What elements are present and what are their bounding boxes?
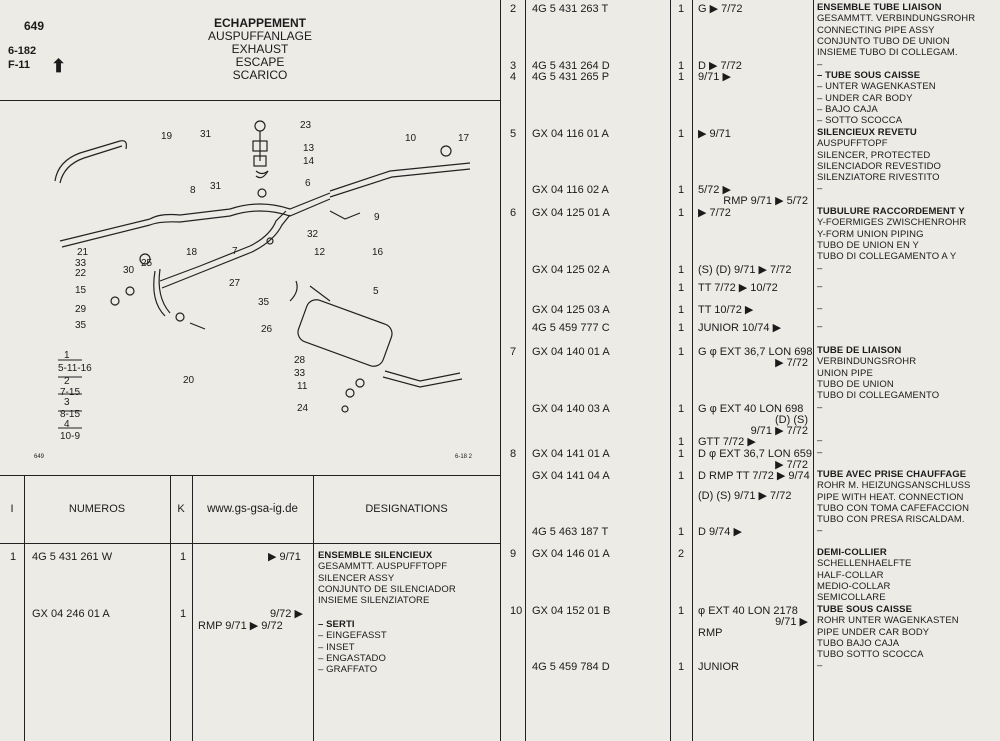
right-row-application: ▶ 9/71: [698, 128, 731, 140]
desc-line: –: [817, 402, 823, 413]
title-de: AUSPUFFANLAGE: [207, 29, 313, 43]
desc-line: CONJUNTO DE SILENCIADOR: [318, 583, 456, 595]
right-row-part-number: 4G 5 431 264 D: [532, 60, 610, 72]
desc-title: – SERTI: [318, 619, 355, 630]
desc-title: TUBE AVEC PRISE CHAUFFAGE: [817, 469, 967, 480]
left-row-2-k: 1: [180, 608, 187, 620]
right-row-designation: [817, 447, 822, 458]
desc-title: – TUBE SOUS CAISSE: [817, 70, 921, 81]
right-row-application: TT 10/72 ▶: [698, 304, 754, 316]
callout-28: 28: [294, 355, 306, 366]
right-row-part-number: GX 04 140 03 A: [532, 403, 610, 415]
desc-line: –: [817, 447, 823, 458]
right-row-index: 6: [510, 207, 517, 219]
right-row-part-number: GX 04 140 01 A: [532, 346, 610, 358]
callout-33b: 33: [294, 368, 306, 379]
r-col-sep-numeros: [670, 0, 671, 741]
right-row-application: D 9/74 ▶: [698, 526, 742, 538]
desc-line: TUBO DI COLLEGAMENTO A Y: [817, 251, 957, 263]
right-row-application: JUNIOR: [698, 661, 739, 673]
desc-line: Y-FORM UNION PIPING: [817, 228, 924, 240]
right-row-qty: 2: [678, 548, 685, 560]
callout-33: 33: [75, 258, 87, 269]
tube-19: [55, 141, 126, 181]
left-row-1-num: 4G 5 431 261 W: [32, 551, 113, 563]
right-row-application-2: 9/71 ▶: [775, 616, 808, 628]
desc-line: ROHR M. HEIZUNGSANSCHLUSS: [817, 480, 971, 492]
right-row-designation: [817, 281, 822, 292]
desc-line: –: [817, 281, 823, 292]
desc-line: – UNDER CAR BODY: [817, 92, 913, 104]
callout-22: 22: [75, 268, 87, 279]
col-header-i: I: [10, 503, 14, 515]
callout-8: 8: [190, 185, 196, 196]
right-row-designation: [817, 183, 822, 194]
right-row-part-number: GX 04 141 01 A: [532, 448, 610, 460]
callout-18: 18: [186, 247, 198, 258]
desc-line: CONJUNTO TUBO DE UNION: [817, 35, 950, 47]
desc-title: DEMI-COLLIER: [817, 547, 887, 558]
right-row-application: G φ EXT 40 LON 698: [698, 403, 804, 415]
right-row-qty: 1: [678, 403, 685, 415]
fraction-den-2: 7-15: [60, 387, 81, 398]
right-row-part-number: GX 04 125 01 A: [532, 207, 610, 219]
right-row-qty: 1: [678, 346, 685, 358]
desc-line: –: [817, 183, 823, 194]
desc-line: – INSET: [318, 641, 355, 653]
title-fr: ECHAPPEMENT: [213, 16, 306, 30]
right-row-qty: 1: [678, 448, 685, 460]
desc-line: –: [817, 435, 823, 446]
right-row-part-number: GX 04 152 01 B: [532, 605, 611, 617]
callout-12: 12: [314, 247, 326, 258]
desc-line: MEDIO-COLLAR: [817, 580, 891, 592]
fraction-num-3: 3: [64, 397, 70, 408]
up-arrow-icon: ⬆: [51, 56, 67, 76]
desc-line: – SOTTO SCOCCA: [817, 115, 903, 127]
callout-31: 31: [200, 129, 212, 140]
callout-16: 16: [372, 247, 384, 258]
right-row-designation: [817, 547, 911, 603]
right-row-designation: [817, 303, 822, 314]
silencer-5: [295, 297, 395, 369]
right-row-qty: 1: [678, 470, 685, 482]
right-row-application: φ EXT 40 LON 2178: [698, 605, 798, 617]
desc-line: –: [817, 660, 823, 671]
page-number: 649: [24, 19, 45, 33]
callout-30: 30: [123, 265, 135, 276]
col-header-designations: DESIGNATIONS: [365, 503, 448, 515]
desc-line: SILENZIATORE RIVESTITO: [817, 172, 940, 184]
right-row-application: G φ EXT 36,7 LON 698: [698, 346, 813, 358]
desc-title: ENSEMBLE TUBE LIAISON: [817, 2, 942, 13]
center-divider: [500, 0, 501, 741]
desc-line: SILENCER, PROTECTED: [817, 149, 931, 161]
desc-line: –: [817, 321, 823, 332]
desc-line: – GRAFFATO: [318, 664, 378, 676]
right-row-part-number: GX 04 125 02 A: [532, 264, 610, 276]
right-row-designation: [817, 469, 970, 525]
desc-title: ENSEMBLE SILENCIEUX: [318, 550, 433, 561]
desc-line: –: [817, 525, 823, 536]
right-row-designation: [817, 206, 966, 262]
desc-line: HALF-COLLAR: [817, 569, 884, 581]
callout-13: 13: [303, 143, 315, 154]
r-col-sep-appl: [813, 0, 814, 741]
r-col-sep-k: [692, 0, 693, 741]
right-row-designation: [817, 263, 822, 274]
callout-11: 11: [297, 381, 308, 392]
table-header-bottom-line: [0, 543, 500, 544]
desc-line: SCHELLENHAELFTE: [817, 558, 912, 570]
desc-line: –: [817, 303, 823, 314]
desc-line: CONNECTING PIPE ASSY: [817, 24, 935, 36]
desc-line: – ENGASTADO: [318, 652, 386, 664]
right-row-application: 9/71 ▶: [698, 71, 731, 83]
callout-20: 20: [183, 375, 195, 386]
callout-19: 19: [161, 131, 173, 142]
right-row-part-number: 4G 5 463 187 T: [532, 526, 609, 538]
callout-9: 9: [374, 212, 380, 223]
desc-line: – UNTER WAGENKASTEN: [817, 81, 936, 93]
right-row-index: 2: [510, 3, 517, 15]
right-row-part-number: GX 04 116 02 A: [532, 184, 609, 196]
desc-line: TUBO BAJO CAJA: [817, 637, 900, 649]
right-row-application-2: ▶ 7/72: [775, 459, 808, 471]
callout-24: 24: [297, 403, 309, 414]
right-row-application: GTT 7/72 ▶: [698, 436, 756, 448]
callout-10: 10: [405, 133, 417, 144]
right-row-application: D ▶ 7/72: [698, 60, 742, 72]
r-col-sep-i: [525, 0, 526, 741]
desc-line: TUBO DI COLLEGAMENTO: [817, 390, 940, 402]
right-row-application: (S) (D) 9/71 ▶ 7/72: [698, 264, 792, 276]
callout-17: 17: [458, 133, 470, 144]
desc-line: ROHR UNTER WAGENKASTEN: [817, 615, 959, 627]
desc-line: TUBO CON PRESA RISCALDAM.: [817, 514, 965, 526]
callout-5: 5: [373, 286, 379, 297]
right-row-designation: [817, 70, 936, 126]
right-row-qty: 1: [678, 128, 685, 140]
right-row-designation: [817, 321, 822, 332]
title-it: SCARICO: [232, 68, 288, 82]
desc-title: SILENCIEUX REVETU: [817, 127, 917, 138]
tube-10: [330, 163, 470, 191]
desc-title: TUBE SOUS CAISSE: [817, 604, 913, 615]
right-row-part-number: GX 04 116 01 A: [532, 128, 609, 140]
desc-line: INSIEME TUBO DI COLLEGAM.: [817, 47, 958, 59]
right-row-application: ▶ 7/72: [698, 207, 731, 219]
desc-line: SILENCIADOR REVESTIDO: [817, 160, 942, 172]
right-row-qty: 1: [678, 71, 685, 83]
callout-7: 7: [232, 246, 238, 257]
desc-line: SILENCER ASSY: [318, 572, 395, 584]
right-row-qty: 1: [678, 526, 685, 538]
right-row-application-2: ▶ 7/72: [775, 357, 808, 369]
desc-line: – EINGEFASST: [318, 630, 387, 642]
callout-35: 35: [75, 320, 87, 331]
left-row-1-i: 1: [10, 551, 17, 563]
left-row-1-desc: [318, 550, 456, 606]
desc-line: PIPE UNDER CAR BODY: [817, 626, 930, 638]
right-row-designation: [817, 2, 975, 58]
desc-line: TUBO SOTTO SCOCCA: [817, 649, 924, 661]
right-row-part-number: GX 04 141 04 A: [532, 470, 610, 482]
right-row-part-number: 4G 5 459 777 C: [532, 322, 610, 334]
ref-code: 6-182: [8, 45, 37, 57]
right-row-qty: 1: [678, 184, 685, 196]
callout-6: 6: [305, 178, 311, 189]
right-row-application-2: RMP 9/71 ▶ 5/72: [723, 195, 808, 207]
right-row-index: 3: [510, 60, 517, 72]
desc-title: TUBULURE RACCORDEMENT Y: [817, 206, 965, 217]
right-row-qty: 1: [678, 661, 685, 673]
right-row-qty: 1: [678, 3, 685, 15]
right-row-designation: [817, 435, 822, 446]
title-es: ESCAPE: [235, 55, 285, 69]
right-row-index: 7: [510, 346, 517, 358]
desc-line: GESAMMTT. VERBINDUNGSROHR: [817, 13, 976, 25]
right-row-application: D φ EXT 36,7 LON 659: [698, 448, 812, 460]
left-row-1-appl: ▶ 9/71: [268, 551, 301, 563]
right-row-index: 4: [510, 71, 517, 83]
right-row-part-number: GX 04 125 03 A: [532, 304, 610, 316]
col-header-numeros: NUMEROS: [68, 503, 126, 515]
right-row-index: 8: [510, 448, 517, 460]
desc-line: –: [817, 263, 823, 274]
col-header-k: K: [177, 503, 185, 515]
callout-21: 21: [77, 247, 89, 258]
page-title-block: [180, 17, 340, 82]
right-row-qty: 1: [678, 207, 685, 219]
desc-line: –: [817, 59, 823, 70]
desc-line: TUBO DE UNION EN Y: [817, 239, 919, 251]
callout-26: 26: [261, 324, 273, 335]
diagram-footer-right: 6-18 2: [455, 454, 473, 460]
left-row-2-appl2: RMP 9/71 ▶ 9/72: [198, 620, 283, 632]
right-row-part-number: GX 04 146 01 A: [532, 548, 610, 560]
desc-line: VERBINDUNGSROHR: [817, 356, 917, 368]
left-row-1-k: 1: [180, 551, 187, 563]
callout-23: 23: [300, 120, 312, 131]
right-row-application: D RMP TT 7/72 ▶ 9/74: [698, 470, 810, 482]
right-row-qty: 1: [678, 60, 685, 72]
right-row-application-2: (D) (S): [775, 414, 808, 426]
right-row-qty: 1: [678, 304, 685, 316]
right-row-application: JUNIOR 10/74 ▶: [698, 322, 782, 334]
right-row-index: 10: [510, 605, 523, 617]
left-row-2-desc: [318, 619, 387, 675]
right-row-designation: [817, 525, 822, 536]
ref-code-2: F-11: [8, 59, 31, 71]
right-row-part-number: 4G 5 431 265 P: [532, 71, 610, 83]
right-row-designation: [817, 127, 941, 183]
fraction-num-1: 1: [64, 350, 70, 361]
fraction-den-3: 8-15: [60, 409, 81, 420]
right-row-qty: 1: [678, 264, 685, 276]
fraction-num-2: 2: [64, 376, 70, 387]
desc-line: UNION PIPE: [817, 367, 873, 379]
callout-15: 15: [75, 285, 87, 296]
callout-25: 25: [141, 258, 153, 269]
left-row-2-appl: 9/72 ▶: [270, 608, 303, 620]
desc-title: TUBE DE LIAISON: [817, 345, 902, 356]
right-row-qty: 1: [678, 322, 685, 334]
right-row-application: G ▶ 7/72: [698, 3, 743, 15]
right-row-application-3: 9/71 ▶ 7/72: [750, 425, 808, 437]
callout-27: 27: [229, 278, 241, 289]
desc-line: – BAJO CAJA: [817, 103, 878, 115]
right-row-designation: [817, 660, 822, 671]
desc-line: GESAMMTT. AUSPUFFTOPF: [318, 561, 448, 573]
callout-32: 32: [307, 229, 319, 240]
right-row-designation: [817, 345, 939, 401]
right-row-designation: [817, 402, 822, 413]
fraction-den-1: 5-11-16: [58, 363, 92, 374]
right-row-designation: [817, 59, 822, 70]
right-row-part-number: 4G 5 431 263 T: [532, 3, 609, 15]
col-header-site: www.gs-gsa-ig.de: [207, 503, 298, 515]
desc-line: Y-FOERMIGES ZWISCHENROHR: [817, 217, 967, 229]
desc-line: AUSPUFFTOPF: [817, 138, 888, 150]
right-row-application: TT 7/72 ▶ 10/72: [698, 282, 778, 294]
callout-31b: 31: [210, 181, 222, 192]
diagram-footer-left: 649: [34, 454, 45, 460]
table-top-line: [0, 475, 500, 476]
right-row-index: 9: [510, 548, 517, 560]
desc-line: INSIEME SILENZIATORE: [318, 595, 430, 607]
desc-line: TUBO CON TOMA CAFEFACCION: [817, 502, 970, 514]
right-row-qty: 1: [678, 605, 685, 617]
desc-line: TUBO DE UNION: [817, 378, 894, 390]
right-row-index: 5: [510, 128, 517, 140]
callout-35b: 35: [258, 297, 270, 308]
fraction-num-4: 4: [64, 419, 70, 430]
right-row-part-number: 4G 5 459 784 D: [532, 661, 610, 673]
desc-line: PIPE WITH HEAT. CONNECTION: [817, 491, 964, 503]
fraction-den-4: 10-9: [60, 431, 81, 442]
right-row-application: (D) (S) 9/71 ▶ 7/72: [698, 490, 792, 502]
callout-14: 14: [303, 156, 315, 167]
bolt-23: [255, 121, 265, 131]
right-row-designation: [817, 604, 959, 660]
right-row-qty: 1: [678, 282, 685, 294]
callout-29: 29: [75, 304, 87, 315]
left-row-2-num: GX 04 246 01 A: [32, 608, 110, 620]
right-row-application: 5/72 ▶: [698, 184, 731, 196]
desc-line: SEMICOLLARE: [817, 592, 886, 604]
right-row-qty: 1: [678, 436, 685, 448]
title-en: EXHAUST: [231, 42, 289, 56]
right-row-application-3: RMP: [698, 627, 723, 639]
